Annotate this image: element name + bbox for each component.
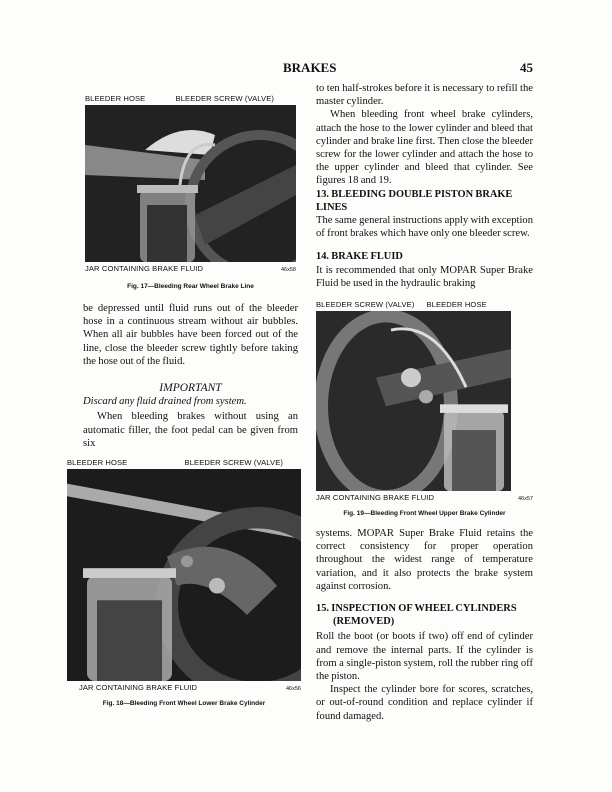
fig17-label-row [85,94,296,103]
fig18-label-jar: JAR CONTAINING BRAKE FLUID [79,683,198,693]
paragraph: to ten half-strokes before it is necessary to refill the master cylinder. [316,83,533,108]
fig18-caption: Fig. 18—Bleeding Front Wheel Lower Brake Cylinder [102,700,266,708]
fig17-label-jar: JAR CONTAINING BRAKE FLUID [85,264,204,273]
paragraph: be depressed until fluid runs out of the bleeder hose in a continuous stream without air bubbles. When all air bubbles have been forced out of the line, close the bleeder screw tightly before taking the hose out of the fluid. [83,303,298,367]
paragraph: Inspect the cylinder bore for scores, scratches, or out-of-round condition and replace cylinder if found damaged. [316,684,533,722]
section-heading-15-sub: (REMOVED) [333,616,395,628]
right-column [316,82,533,723]
paragraph: It is recommended that only MOPAR Super Brake Fluid be used in the hydraulic braking [316,264,533,289]
left-column [67,94,301,707]
fig17-caption: Fig. 17—Bleeding Rear Wheel Brake Line [127,283,254,290]
right-column-text-bottom [316,527,533,723]
fig17-label-hose: BLEEDER HOSE [85,94,146,103]
fig17 [85,94,296,290]
important-title: IMPORTANT [159,382,222,395]
fig18-code: 46x56 [286,686,301,693]
important-text: Discard any fluid drained from system. [83,396,247,408]
fig18-label-hose: BLEEDER HOSE [67,458,128,468]
section-heading-14: 14. BRAKE FLUID [316,251,403,263]
fig19-caption: Fig. 19—Bleeding Front Wheel Upper Brake Cylinder [343,510,506,518]
fig19-code: 46x57 [518,496,533,503]
fig17-label-screw: BLEEDER SCREW (VALVE) [175,94,274,103]
left-column-text [83,302,298,450]
fig19-label-jar: JAR CONTAINING BRAKE FLUID [316,493,435,503]
fig19-label-row [316,300,533,309]
right-column-text-top [316,82,533,290]
section-heading-13: 13. BLEEDING DOUBLE PISTON BRAKE LINES [316,188,513,213]
fig18-label-row [67,458,301,467]
fig18-bottom-row [67,683,301,692]
fig19-label-screw: BLEEDER SCREW (VALVE) [316,300,415,310]
paragraph: Roll the boot (or boots if two) off end of cylinder and remove the internal parts. If the cylinder is from a single-piston system, roll the rubber ring off the piston. [316,631,533,683]
page-number: 45 [520,60,533,75]
fig17-code: 46x58 [281,267,296,273]
page-header-title: BRAKES [283,60,337,75]
paragraph: systems. MOPAR Super Brake Fluid retains the correct consistency for proper operation throughout the widest range of temperature variation, and it also protects the brake system against corrosion. [316,528,533,592]
section-heading-15: 15. INSPECTION OF WHEEL CYLINDERS [316,603,517,615]
fig18-label-screw: BLEEDER SCREW (VALVE) [184,458,283,468]
fig19-photo [316,311,511,491]
paragraph: When bleeding brakes without using an automatic filler, the foot pedal can be given from six [83,411,298,449]
paragraph: When bleeding front wheel brake cylinders, attach the hose to the lower cylinder and bleed that cylinder and brake line first. Then close the bleeder screw for the lower cylinder and attach the hose to the upper cylinder and bleed that cylinder. See figures 18 and 19. [316,109,533,187]
fig19-label-hose: BLEEDER HOSE [426,300,487,310]
paragraph: The same general instructions apply with exception of front brakes which have only one bleeder screw. [316,215,533,240]
fig18-photo [67,469,301,681]
fig19 [316,300,533,517]
fig18 [67,458,301,707]
fig17-bottom-row [85,264,296,273]
fig19-bottom-row [316,493,533,502]
fig17-photo [85,105,296,262]
